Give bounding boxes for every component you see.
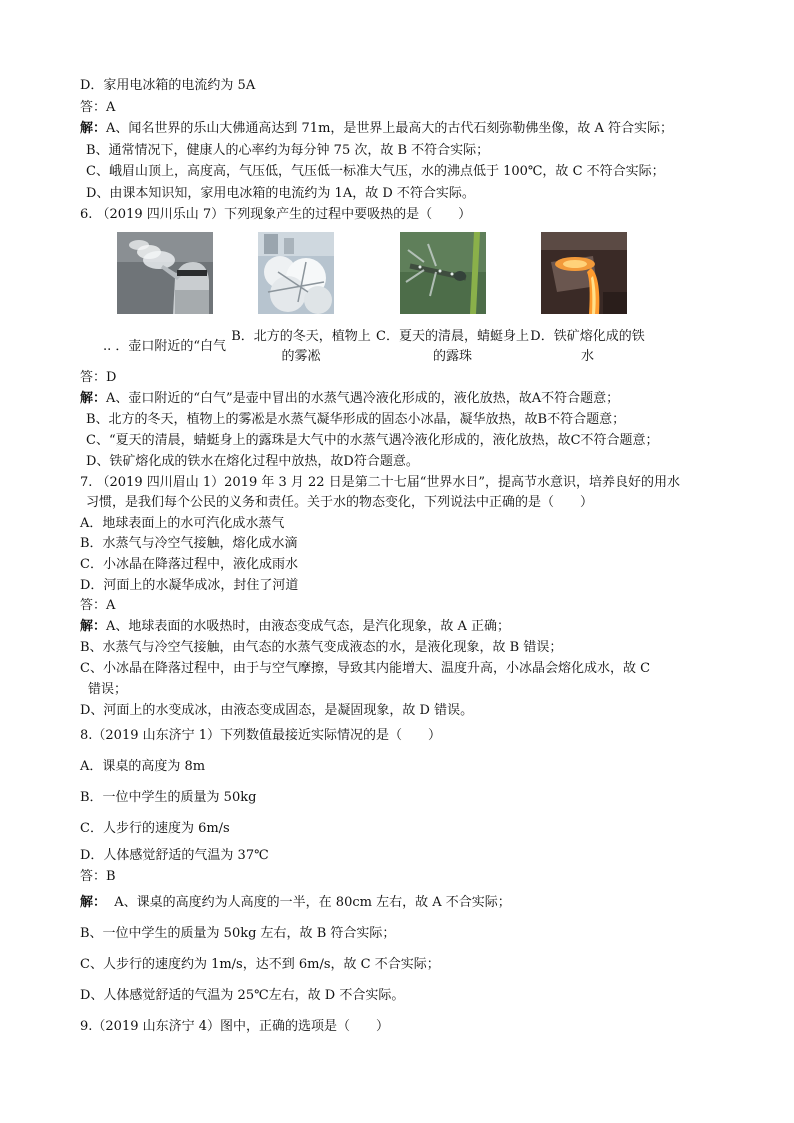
q7-answer: 答：A	[80, 598, 116, 613]
solution-label: 解：	[80, 121, 107, 136]
q5-solution-a: 解：A、闻名世界的乐山大佛通高达到 71m，是世界上最高大的古代石刻弥勒佛坐像，故 A 符合实际；	[80, 121, 674, 136]
q5-solution-d: D、由课本知识知，家用电冰箱的电流约为 1A，故 D 不符合实际。	[86, 186, 475, 201]
q7-solution-d: D、河面上的水变成冰，由液态变成固态，是凝固现象，故 D 错误。	[80, 703, 474, 718]
q6-caption-d: D．铁矿熔化成的铁 水	[530, 329, 645, 364]
rime-frost-photo	[258, 232, 334, 314]
q6-stem: 6. （2019 四川乐山 7）下列现象产生的过程中要吸热的是（ ）	[80, 207, 472, 222]
q6-solution-c: C、“夏天的清晨，蜻蜓身上的露珠是大气中的水蒸气遇冷液化形成的，液化放热，故C不符合题意；	[86, 433, 659, 448]
q8-option-c: C．人步行的速度为 6m/s	[80, 821, 230, 836]
q7-solution-b: B、水蒸气与冷空气接触，由气态的水蒸气变成液态的水，是液化现象，故 B 错误；	[80, 640, 563, 655]
q8-stem: 8.（2019 山东济宁 1）下列数值最接近实际情况的是（ ）	[80, 728, 442, 743]
q9-stem: 9.（2019 山东济宁 4）图中，正确的选项是（ ）	[80, 1019, 390, 1034]
q5-solution-b: B、通常情况下，健康人的心率约为每分钟 75 次，故 B 不符合实际；	[86, 143, 490, 158]
q6-solution-a: 解：A、壶口附近的“白气”是壶中冒出的水蒸气遇冷液化形成的，液化放热，故A不符合题意；	[80, 391, 620, 406]
q6-caption-a: .. ．壶口附近的“白气	[103, 339, 227, 354]
q5-solution-c: C、峨眉山顶上，高度高，气压低，气压低一标准大气压，水的沸点低于 100℃，故 C 不符合实际；	[86, 164, 665, 179]
solution-label: 解：	[80, 895, 107, 910]
q8-solution-c: C、人步行的速度约为 1m/s，达不到 6m/s，故 C 不合实际；	[80, 957, 440, 972]
q6-caption-c: C．夏天的清晨，蜻蜓身上 的露珠	[376, 329, 529, 364]
q7-solution-c-line2: 错误；	[88, 682, 128, 697]
solution-label: 解：	[80, 619, 107, 634]
q6-answer: 答：D	[80, 370, 117, 385]
q7-option-b: B．水蒸气与冷空气接触，熔化成水滴	[80, 536, 298, 551]
q8-solution-d: D、人体感觉舒适的气温为 25℃左右，故 D 不合实际。	[80, 988, 405, 1003]
q7-option-a: A．地球表面上的水可汽化成水蒸气	[80, 516, 285, 531]
q5-option-d: D．家用电冰箱的电流约为 5A	[80, 78, 256, 93]
dragonfly-dew-photo	[400, 232, 486, 314]
q7-stem-line2: 习惯，是我们每个公民的义务和责任。关于水的物态变化，下列说法中正确的是（ ）	[86, 495, 594, 510]
q6-caption-b: B．北方的冬天，植物上 的雾凇	[231, 329, 371, 364]
q6-solution-b: B、北方的冬天，植物上的雾凇是水蒸气凝华形成的固态小冰晶，凝华放热，故B不符合题意；	[86, 412, 626, 427]
molten-iron-photo	[541, 232, 627, 314]
q7-solution-c-line1: C、小冰晶在降落过程中，由于与空气摩擦，导致其内能增大、温度升高，小冰晶会熔化成水，故 C	[80, 661, 651, 676]
solution-label: 解：	[80, 391, 107, 406]
q6-solution-d: D、铁矿熔化成的铁水在熔化过程中放热，故D符合题意。	[86, 454, 419, 469]
q8-option-d: D．人体感觉舒适的气温为 37℃	[80, 848, 269, 863]
kettle-steam-photo	[117, 232, 213, 314]
q8-answer: 答：B	[80, 869, 116, 884]
q7-option-d: D．河面上的水凝华成冰，封住了河道	[80, 578, 299, 593]
q7-option-c: C．小冰晶在降落过程中，液化成雨水	[80, 557, 298, 572]
q7-stem-line1: 7. （2019 四川眉山 1）2019 年 3 月 22 日是第二十七届“世界水日”，提高节水意识，培养良好的用水	[80, 475, 681, 490]
q8-option-a: A．课桌的高度为 8m	[80, 759, 206, 774]
q8-solution-a: 解： A、课桌的高度约为人高度的一半，在 80cm 左右，故 A 不合实际；	[80, 895, 511, 910]
q5-answer: 答：A	[80, 100, 116, 115]
q8-option-b: B．一位中学生的质量为 50kg	[80, 790, 257, 805]
q7-solution-a: 解：A、地球表面的水吸热时，由液态变成气态，是汽化现象，故 A 正确；	[80, 619, 511, 634]
q8-solution-b: B、一位中学生的质量为 50kg 左右，故 B 符合实际；	[80, 926, 396, 941]
